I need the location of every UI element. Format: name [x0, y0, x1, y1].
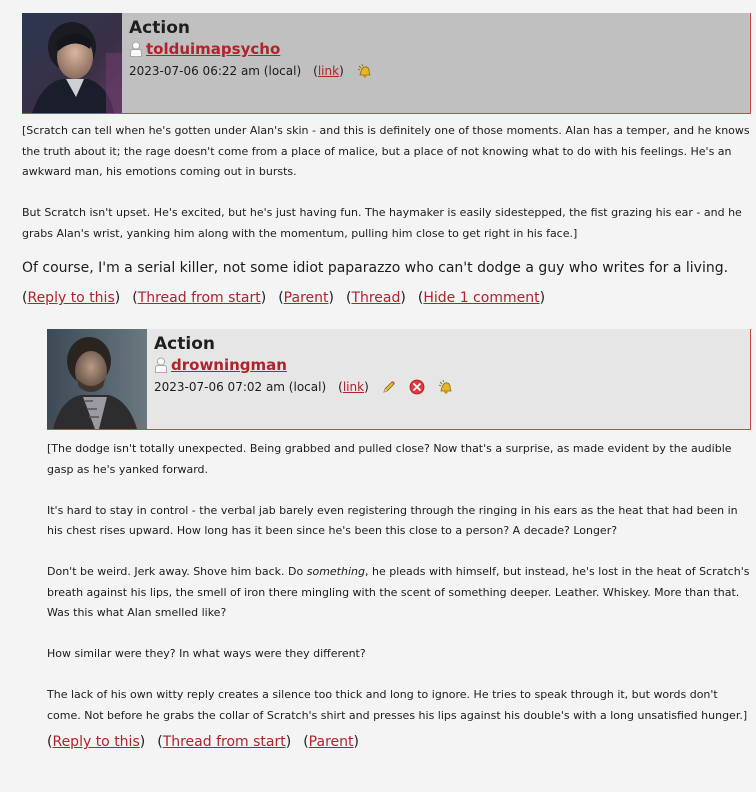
pencil-icon[interactable] [381, 379, 397, 395]
thread-from-start-link[interactable]: Thread from start [162, 734, 286, 750]
permalink[interactable]: link [342, 380, 365, 394]
comment-body [47, 439, 751, 726]
bell-icon[interactable] [356, 63, 372, 79]
poster [154, 355, 453, 375]
delete-icon[interactable] [409, 379, 425, 395]
body-paragraph: The lack of his own witty reply creates a silence too thick and long to ignore. He tries to speak through it, but words don't come. Not before he grabs the collar of Scratch's shirt and presses his lips against his double's with a long unsatisfied hunger.] [47, 688, 748, 722]
comment-tolduimapsycho [22, 13, 751, 307]
poster [129, 39, 372, 59]
hide-comments-link[interactable]: Hide 1 comment [423, 290, 540, 306]
parent-link[interactable]: Parent [283, 290, 329, 306]
thread-from-start-link[interactable]: Thread from start [137, 290, 261, 306]
comment-lead-text: Of course, I'm a serial killer, not some idiot paparazzo who can't dodge a guy who writes for a living. [22, 260, 729, 276]
comment-body [22, 121, 751, 244]
comment-actions: (Reply to this) (Thread from start) (Parent) [47, 734, 359, 750]
parent-link[interactable]: Parent [308, 734, 354, 750]
reply-link[interactable]: Reply to this [27, 290, 115, 306]
username-link[interactable]: drowningman [171, 356, 287, 374]
permalink[interactable]: link [317, 64, 340, 78]
user-icon [154, 357, 168, 373]
comment-header: Action tolduimapsycho 2023-07-06 06:22 am (local) ( link ) [22, 13, 751, 114]
body-paragraph: Don't be weird. Jerk away. Shove him back. Do something, he pleads with himself, but instead, he's lost in the heat of Scratch's breath against his lips, the smell of iron there mingling with the scent of something deeper. Leather. Whiskey. More than that. Was this what Alan smelled like? [47, 565, 750, 619]
avatar[interactable] [47, 329, 147, 429]
body-paragraph: [Scratch can tell when he's gotten under Alan's skin - and this is definitely one of those moments. Alan has a temper, and he knows the truth about it; the rage doesn't come from a place of malice, but a place of not knowing what to do with his feelings. He's an awkward man, his emotions coming out in bursts. [22, 124, 750, 178]
reply-link[interactable]: Reply to this [52, 734, 140, 750]
body-paragraph: [The dodge isn't totally unexpected. Being grabbed and pulled close? Now that's a surprise, as made evident by the audible gasp as he's yanked forward. [47, 442, 732, 476]
user-icon [129, 41, 143, 57]
comment-datetime: 2023-07-06 06:22 am (local) [129, 64, 302, 78]
comment-subject: Action [129, 18, 190, 38]
bell-icon[interactable] [437, 379, 453, 395]
body-paragraph: How similar were they? In what ways were they different? [47, 647, 366, 660]
body-paragraph: But Scratch isn't upset. He's excited, but he's just having fun. The haymaker is easily sidestepped, the fist grazing his ear - and he grabs Alan's wrist, yanking him along with the momentum, pulling him close to get right in his face.] [22, 206, 742, 240]
username-link[interactable]: tolduimapsycho [146, 40, 281, 58]
comment-drowningman [47, 329, 751, 751]
body-paragraph: It's hard to stay in control - the verbal jab barely even registering through the ringing in his ears as the heat that had been in his chest rises upward. How long has it been since he's been this close to a person? A decade? Longer? [47, 503, 738, 537]
comment-datetime: 2023-07-06 07:02 am (local) [154, 380, 327, 394]
thread-link[interactable]: Thread [351, 290, 401, 306]
comment-header: Action drowningman 2023-07-06 07:02 am (local) ( link ) [47, 329, 751, 430]
comment-actions: (Reply to this) (Thread from start) (Parent) (Thread) (Hide 1 comment) [22, 290, 546, 306]
avatar[interactable] [22, 13, 122, 113]
comment-subject: Action [154, 334, 215, 354]
emphasis: something [306, 565, 365, 578]
